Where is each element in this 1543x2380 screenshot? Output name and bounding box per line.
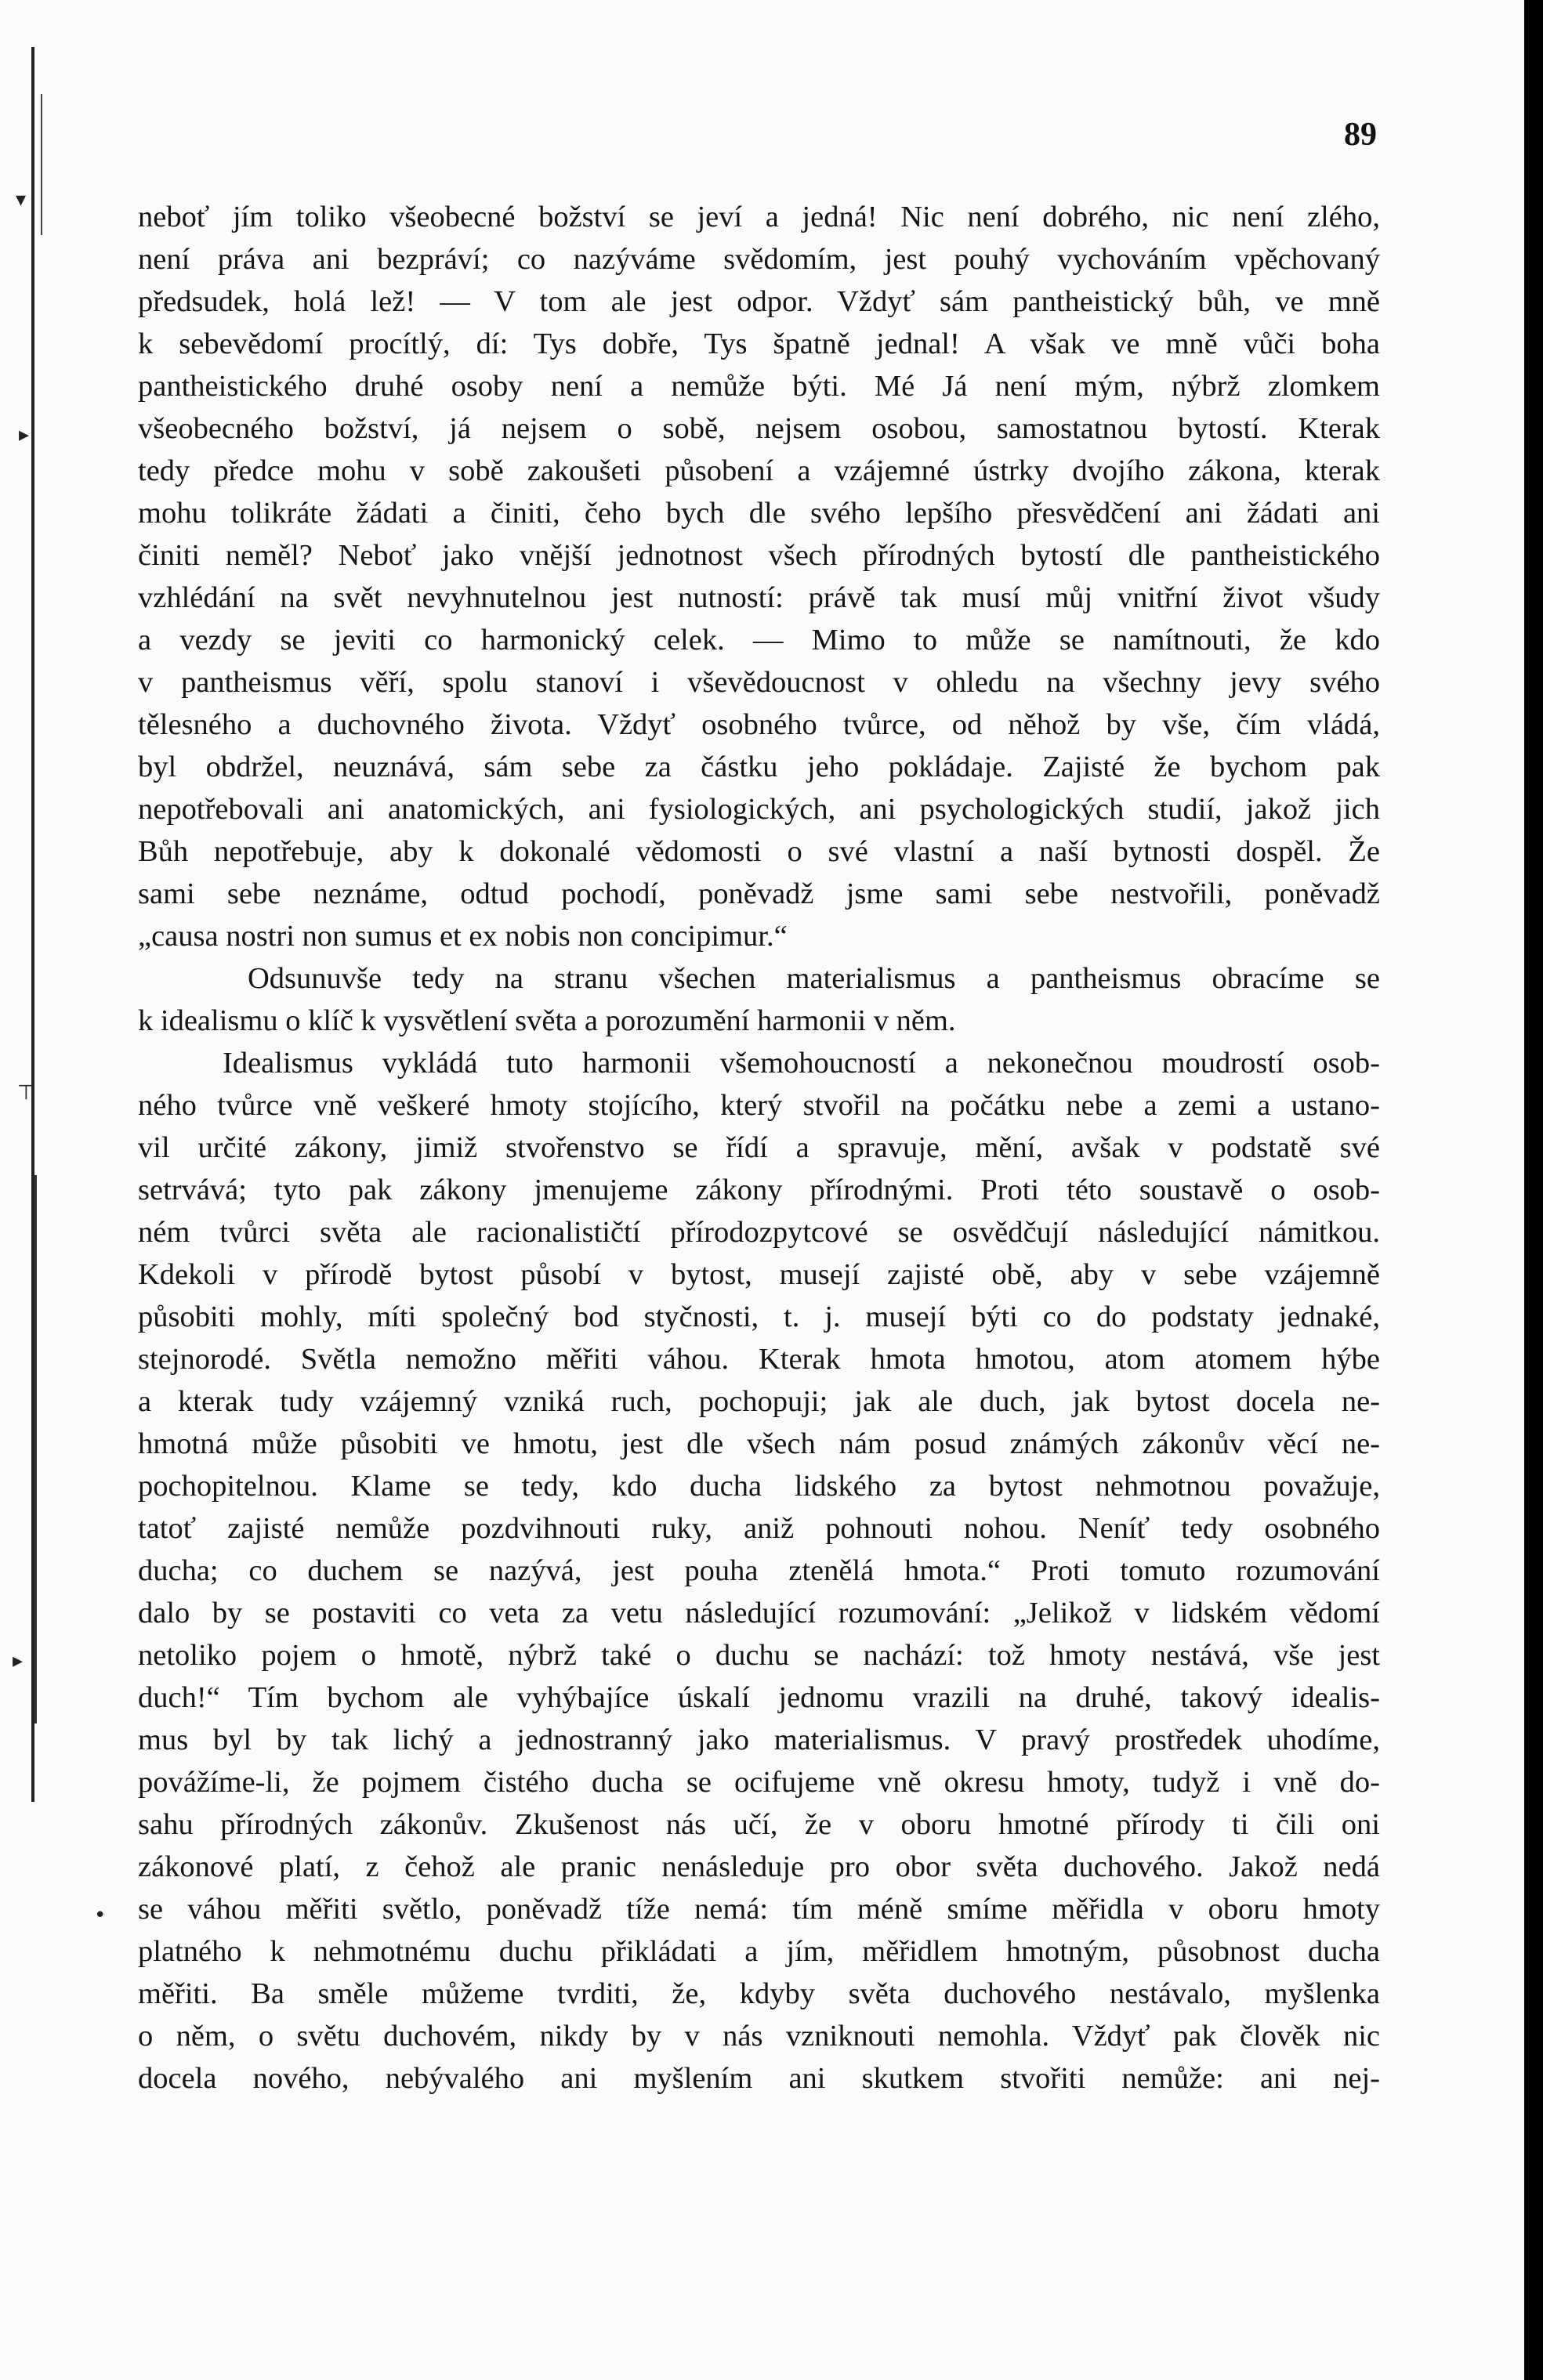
binding-edge-mark — [34, 1175, 37, 1724]
text-line: tatoť zajisté nemůže pozdvihnouti ruky, aniž pohnouti nohou. Neníť tedy osobného — [138, 1512, 1380, 1545]
text-line: netoliko pojem o hmotě, nýbrž také o duchu se nachází: tož hmoty nestává, vše jest — [138, 1639, 1380, 1672]
margin-arrow-icon: ⊤ — [17, 1081, 35, 1105]
text-line: setrvává; tyto pak zákony jmenujeme zákony přírodnými. Proti této soustavě o osob- — [138, 1174, 1380, 1206]
text-line: byl obdržel, neuznává, sám sebe za částku jeho pokládaje. Zajisté že bychom pak — [138, 751, 1380, 783]
text-line: Kdekoli v přírodě bytost působí v bytost, musejí zajisté obě, aby v sebe vzájemně — [138, 1258, 1380, 1291]
text-line: povážíme-li, že pojmem čistého ducha se ocifujeme vně okresu hmoty, tudyž i vně do- — [138, 1766, 1380, 1799]
margin-arrow-icon: ▸ — [13, 1649, 24, 1673]
text-line: a vezdy se jeviti co harmonický celek. — Mimo to může se namítnouti, že kdo — [138, 624, 1380, 656]
paragraph-start-line: Odsunuvše tedy na stranu všechen materialismus a pantheismus obracíme se — [248, 962, 1380, 995]
text-line: neboť jím toliko všeobecné božství se jeví a jedná! Nic není dobrého, nic není zlého, — [138, 201, 1380, 233]
text-line: sahu přírodných zákonův. Zkušenost nás učí, že v oboru hmotné přírody ti čili oni — [138, 1808, 1380, 1841]
text-line: zákonové platí, z čehož ale pranic nenásleduje pro obor světa duchového. Jakož nedá — [138, 1850, 1380, 1883]
text-line: Bůh nepotřebuje, aby k dokonalé vědomosti o své vlastní a naší bytnosti dospěl. Že — [138, 835, 1380, 868]
text-line: o něm, o světu duchovém, nikdy by v nás vzniknouti nemohla. Vždyť pak člověk nic — [138, 2020, 1380, 2053]
text-line: a kterak tudy vzájemný vzniká ruch, pochopuji; jak ale duch, jak bytost docela ne- — [138, 1385, 1380, 1418]
text-line: „causa nostri non sumus et ex nobis non concipimur.“ — [138, 920, 788, 953]
text-line: sami sebe neznáme, odtud pochodí, poněvadž jsme sami sebe nestvořili, poněvadž — [138, 877, 1380, 910]
text-line: dalo by se postaviti co veta za vetu následující rozumování: „Jelikož v lidském vědomí — [138, 1597, 1380, 1629]
text-line: činiti neměl? Neboť jako vnější jednotnost všech přírodných bytostí dle pantheistického — [138, 539, 1380, 572]
text-line: platného k nehmotnému duchu přikládati a jím, měřidlem hmotným, působnost ducha — [138, 1935, 1380, 1968]
text-line: mohu tolikráte žádati a činiti, čeho bych dle svého lepšího přesvědčení ani žádati ani — [138, 497, 1380, 530]
margin-arrow-icon: ▾ — [16, 188, 27, 212]
text-line: předsudek, holá lež! — V tom ale jest odpor. Vždyť sám pantheistický bůh, ve mně — [138, 285, 1380, 318]
text-line: k idealismu o klíč k vysvětlení světa a porozumění harmonii v něm. — [138, 1004, 956, 1037]
text-line: tělesného a duchovného života. Vždyť osobného tvůrce, od něhož by vše, čím vládá, — [138, 708, 1380, 741]
text-line: pochopitelnou. Klame se tedy, kdo ducha lidského za bytost nehmotnou považuje, — [138, 1470, 1380, 1503]
text-line: se váhou měřiti světlo, poněvadž tíže nemá: tím méně smíme měřidla v oboru hmoty — [138, 1893, 1380, 1926]
text-line: mus byl by tak lichý a jednostranný jako materialismus. V pravý prostředek uhodíme, — [138, 1724, 1380, 1756]
paragraph-start-line: Idealismus vykládá tuto harmonii všemohoucností a nekonečnou moudrostí osob- — [223, 1047, 1380, 1080]
text-line: k sebevědomí procítlý, dí: Tys dobře, Tys špatně jednal! A však ve mně vůči boha — [138, 327, 1380, 360]
text-line: docela nového, nebývalého ani myšlením ani skutkem stvořiti nemůže: ani nej- — [138, 2062, 1380, 2095]
binding-edge-mark — [41, 94, 42, 235]
text-line: nepotřebovali ani anatomických, ani fysiologických, ani psychologických studií, jakož jich — [138, 793, 1380, 826]
text-line: duch!“ Tím bychom ale vyhýbajíce úskalí jednomu vrazili na druhé, takový idealis- — [138, 1681, 1380, 1714]
text-line: hmotná může působiti ve hmotu, jest dle všech nám posud známých zákonův věcí ne- — [138, 1427, 1380, 1460]
text-line: pantheistického druhé osoby není a nemůže býti. Mé Já není mým, nýbrž zlomkem — [138, 370, 1380, 403]
margin-dot-icon: • — [94, 1904, 107, 1927]
text-line: stejnorodé. Světla nemožno měřiti váhou. Kterak hmota hmotou, atom atomem hýbe — [138, 1343, 1380, 1376]
text-line: tedy předce mohu v sobě zakoušeti působení a vzájemné ústrky dvojího zákona, kterak — [138, 454, 1380, 487]
page-number: 89 — [1344, 117, 1377, 153]
text-line: není práva ani bezpráví; co nazýváme svědomím, jest pouhý vychováním vpěchovaný — [138, 243, 1380, 276]
text-line: působiti mohly, míti společný bod styčnosti, t. j. musejí býti co do podstaty jednaké, — [138, 1300, 1380, 1333]
text-line: ného tvůrce vně veškeré hmoty stojícího, který stvořil na počátku nebe a zemi a ustano- — [138, 1089, 1380, 1122]
text-line: vil určité zákony, jimiž stvořenstvo se řídí a spravuje, mění, avšak v podstatě své — [138, 1131, 1380, 1164]
margin-arrow-icon: ▸ — [19, 423, 30, 447]
text-line: ném tvůrci světa ale racionalističtí přírodozpytcové se osvědčují následující námitkou. — [138, 1216, 1380, 1249]
text-line: vzhlédání na svět nevyhnutelnou jest nutností: právě tak musí můj vnitřní život všudy — [138, 581, 1380, 614]
text-line: měřiti. Ba směle můžeme tvrditi, že, kdyby světa duchového nestávalo, myšlenka — [138, 1977, 1380, 2010]
text-line: ducha; co duchem se nazývá, jest pouha ztenělá hmota.“ Proti tomuto rozumování — [138, 1554, 1380, 1587]
body-text — [138, 196, 1380, 2100]
text-line: všeobecného božství, já nejsem o sobě, nejsem osobou, samostatnou bytostí. Kterak — [138, 412, 1380, 445]
text-line: v pantheismus věří, spolu stanoví i vševědoucnost v ohledu na všechny jevy svého — [138, 666, 1380, 699]
